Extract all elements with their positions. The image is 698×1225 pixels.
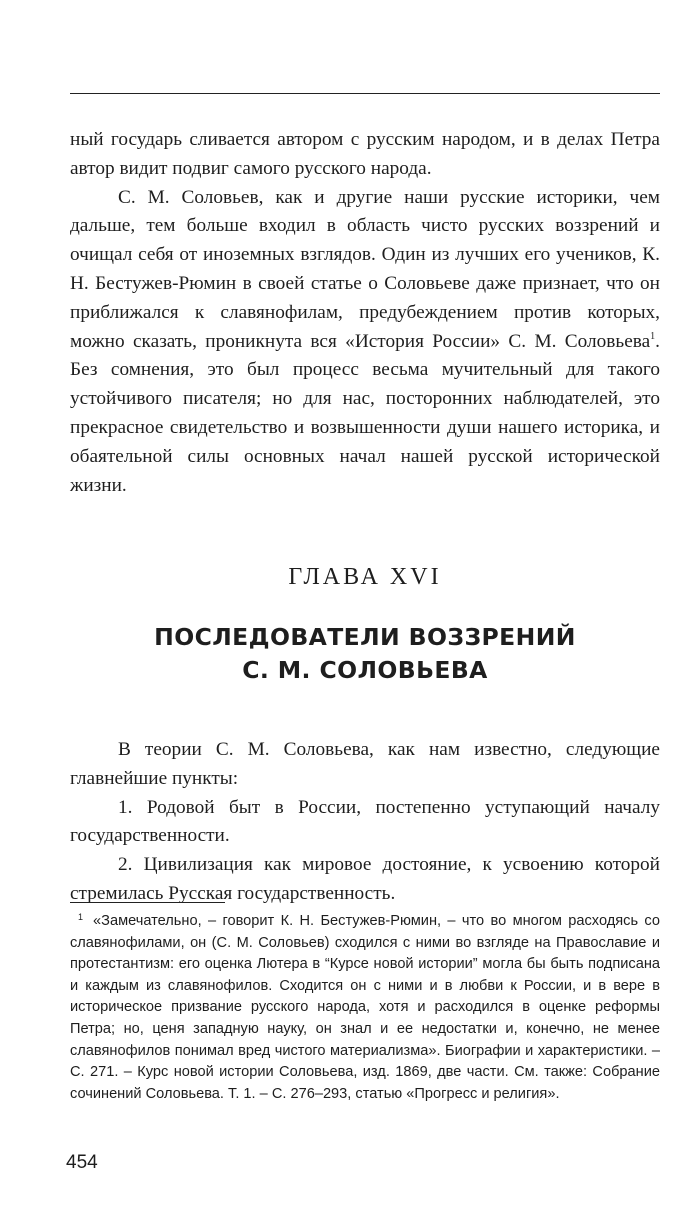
footnote-marker: 1 bbox=[78, 912, 84, 922]
header-rule bbox=[70, 93, 660, 94]
intro-paragraph-2 bbox=[70, 184, 660, 501]
chapter-paragraph-1: В теории С. М. Соловьева, как нам известно, следующие главнейшие пункты: bbox=[70, 739, 660, 789]
intro-paragraph-2-text-b: . Без сомнения, это был процесс весьма мучительный для такого устойчивого писателя; но для нас, посторонних наблюдателей, это прекрасное свидетельство и возвышенности души нашего историка, и обаятельной силы основных начал нашей русской исторической жизни. bbox=[70, 330, 660, 496]
intro-text bbox=[70, 126, 660, 500]
intro-paragraph-2-text-a: С. М. Соловьев, как и другие наши русские историки, чем дальше, тем больше входил в область чисто русских воззрений и очищал себя от иноземных взглядов. Один из лучших его учеников, К. Н. Бестужев-Рюмин в своей статье о Соловьеве даже признает, что он приближался к славянофилам, предубеждением против которых, можно сказать, проникнута вся «История России» С. М. Соловьева bbox=[70, 186, 660, 352]
page-number: 454 bbox=[66, 1152, 98, 1173]
footnote-text: «Замечательно, – говорит К. Н. Бестужев-Рюмин, – что во многом расходясь со славянофилами, он (С. М. Соловьев) сходился с ними во взгляде на Православие и протестантизм: его оценка Лютера в “Курсе новой истории” могла бы быть подписана и каждым из славянофилов. Сходится он с ними и в любви к России, и в вере в историческое призвание русского народа, хотя и расходился в оценке реформы Петра; но, ценя западную науку, он знал и ее недостатки и, конечно, не менее славянофилов понимал вред чистого материализма». Биографии и характеристики. – С. 271. – Курс новой истории Соловьева, изд. 1869, две части. См. также: Собрание сочинений Соловьева. Т. 1. – С. 276–293, статью «Прогресс и религия». bbox=[70, 913, 660, 1102]
footnote-rule bbox=[70, 902, 225, 903]
chapter-title-line-1: ПОСЛЕДОВАТЕЛИ ВОЗЗРЕНИЙ bbox=[154, 623, 576, 651]
intro-paragraph-1: ный государь сливается автором с русским народом, и в делах Петра автор видит подвиг самого русского народа. bbox=[70, 129, 660, 179]
chapter-number: ГЛАВА XVI bbox=[288, 564, 442, 590]
chapter-title-line-2: С. М. СОЛОВЬЕВА bbox=[242, 656, 488, 684]
chapter-text bbox=[70, 736, 660, 909]
chapter-paragraph-3: 2. Цивилизация как мировое достояние, к усвоению которой стремилась Русская государственность. bbox=[70, 854, 660, 904]
footnote bbox=[70, 907, 660, 1105]
chapter-title bbox=[70, 621, 660, 687]
chapter-paragraph-2: 1. Родовой быт в России, постепенно уступающий началу государственности. bbox=[70, 796, 660, 847]
footnote-reference[interactable]: 1 bbox=[650, 330, 656, 342]
